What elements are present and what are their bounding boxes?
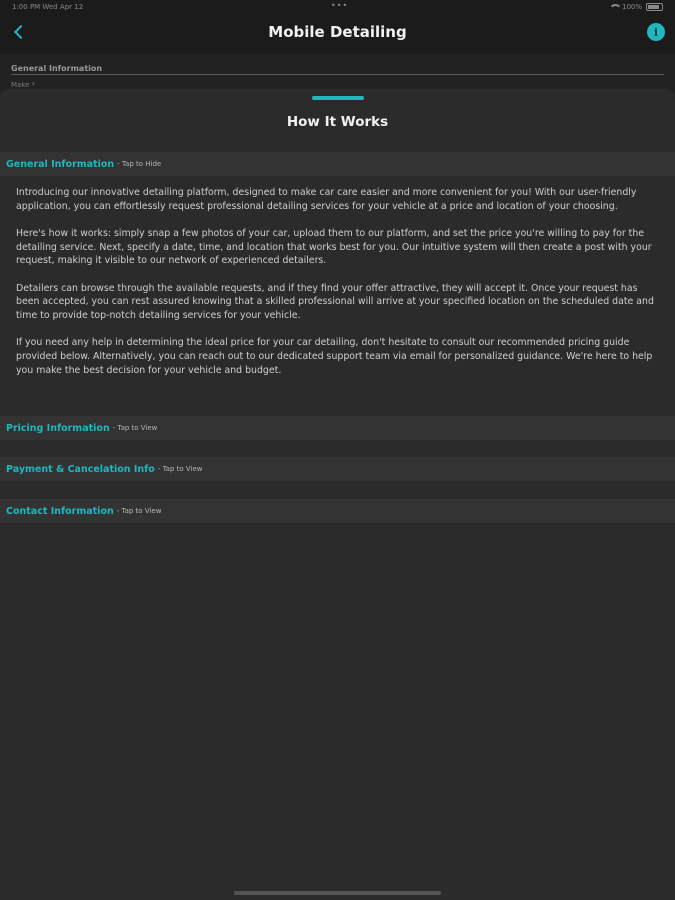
status-right-group (609, 3, 663, 11)
battery-text: 100% (621, 3, 642, 11)
form-section-title: General Information (11, 64, 103, 73)
accordion-hint: - Tap to View (112, 424, 158, 432)
status-time-date: 1:00 PM Wed Apr 12 (12, 3, 84, 11)
accordion-pricing-information[interactable] (0, 416, 675, 440)
accordion-hint: - Tap to Hide (117, 160, 162, 168)
accordion-title: Payment & Cancelation Info (6, 463, 155, 475)
status-bar (0, 0, 675, 16)
body-paragraph: Here's how it works: simply snap a few photos of your car, upload them to our platform, and set the price you're willing to pay for the detailing service. Next, specify a date, time, and location that works best for you. Our intuitive system will then create a post with your request, making it visible to our network of experienced detailers. (16, 227, 652, 267)
battery-icon (646, 3, 663, 11)
how-it-works-sheet (0, 89, 675, 900)
make-field-label: Make * (11, 81, 36, 89)
accordion-title: Contact Information (6, 505, 114, 517)
form-divider (11, 74, 664, 75)
wifi-icon (609, 4, 618, 11)
accordion-title: General Information (6, 158, 115, 170)
info-button[interactable]: i (647, 23, 665, 41)
nav-bar (0, 16, 675, 50)
accordion-contact-information[interactable] (0, 499, 675, 523)
sheet-grabber-handle[interactable] (312, 96, 364, 100)
accordion-general-information[interactable] (0, 152, 675, 176)
body-paragraph: Introducing our innovative detailing platform, designed to make car care easier and more convenient for you! With our user-friendly application, you can effortlessly request professional detailing services for your vehicle at a price and location of your choosing. (16, 187, 637, 212)
multitask-dots[interactable]: ••• (331, 1, 349, 10)
accordion-hint: - Tap to View (157, 465, 203, 473)
body-paragraph: Detailers can browse through the available requests, and if they find your offer attractive, they will accept it. Once your request has been accepted, you can rest assured knowing that a skilled professional will arrive at your specified location on the scheduled date and time to provide top-notch detailing services for your vehicle. (16, 282, 654, 321)
accordion-hint: - Tap to View (116, 507, 162, 515)
accordion-body-general-information (0, 176, 675, 413)
body-paragraph: If you need any help in determining the ideal price for your car detailing, don't hesitate to consult our recommended pricing guide provided below. Alternatively, you can reach out to our dedicated support team via email for personalized guidance. We're here to help you make the best decision for your vehicle and budget. (16, 337, 653, 376)
home-indicator[interactable] (234, 891, 441, 895)
accordion-title: Pricing Information (6, 422, 110, 434)
page-title: Mobile Detailing (268, 23, 407, 41)
accordion-payment-cancelation-info[interactable] (0, 457, 675, 481)
sheet-title: How It Works (286, 114, 389, 130)
